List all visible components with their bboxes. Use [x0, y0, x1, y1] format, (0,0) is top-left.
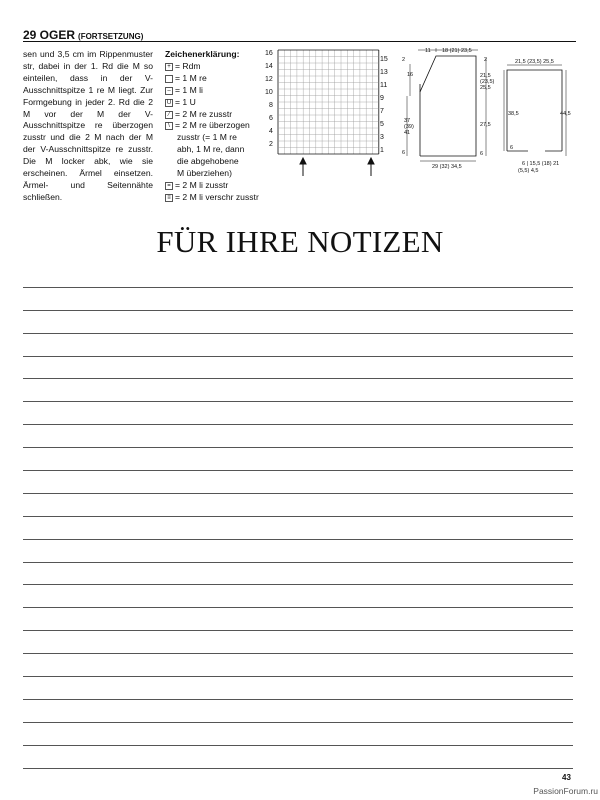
- note-line: [23, 563, 573, 586]
- dim-label: (23,5): [480, 79, 495, 85]
- note-line: [23, 517, 573, 540]
- chart-row-label: 6: [269, 115, 273, 122]
- dim-label: 18 (21) 23,5: [442, 48, 472, 54]
- note-lines: [23, 265, 573, 769]
- legend-item: [165, 180, 275, 192]
- dim-label: 27,5: [480, 122, 491, 128]
- legend-text: = Rdm: [175, 60, 201, 71]
- legend-text: = 2 M re zusstr: [175, 108, 233, 119]
- legend-symbol: [165, 75, 173, 83]
- legend-symbol: ⁄: [165, 111, 173, 119]
- chart-row-label: 4: [269, 128, 273, 135]
- note-line: [23, 585, 573, 608]
- dim-label: 25,5: [480, 85, 491, 91]
- dim-label: 29 (32) 34,5: [432, 164, 462, 170]
- header-rule: [23, 41, 576, 42]
- note-line: [23, 425, 573, 448]
- page-header-title: 29 OGER: [23, 28, 76, 42]
- dim-label: (5,5) 4,5: [518, 168, 539, 174]
- note-line: [23, 379, 573, 402]
- chart-row-label: 7: [380, 108, 384, 115]
- legend-symbol: –: [165, 87, 173, 95]
- page-number: 43: [562, 773, 571, 782]
- legend-item: [165, 192, 275, 204]
- note-line: [23, 471, 573, 494]
- note-line: [23, 677, 573, 700]
- dim-label: 37: [404, 118, 411, 124]
- notes-title: FÜR IHRE NOTIZEN: [156, 224, 444, 259]
- chart-row-label: 10: [265, 89, 273, 96]
- chart-row-label: 14: [265, 63, 273, 70]
- dim-label: 21,5 (23,5) 25,5: [515, 59, 554, 65]
- dim-label: 2: [402, 57, 406, 63]
- dim-label: 41: [404, 130, 411, 136]
- page-header: [23, 26, 576, 40]
- legend-text: = 1 M re: [175, 72, 207, 83]
- chart-row-label: 11: [380, 82, 388, 89]
- note-line: [23, 494, 573, 517]
- dim-label: 2: [484, 57, 488, 63]
- chart-arrow-head: [300, 158, 306, 164]
- legend-symbol: U: [166, 99, 172, 106]
- note-line: [23, 631, 573, 654]
- note-line: [23, 265, 573, 288]
- body-text: sen und 3,5 cm im Rippenmuster str, dabei in der 1. Rd die M so einteilen, dass in der V-Ausschnittspitze 1 re M liegt. Zur Formgebung in jeder 2. Rd die 2 M vor der M der V-Ausschnittspitze re überzogen zusstr und die 2 M nach der M der V-Ausschnittspitze re zusstr. Die M locker abk, wie sie erscheinen. Ärmel einsetzen. Ärmel- und Seitennähte schließen.: [23, 49, 153, 202]
- note-line: [23, 654, 573, 677]
- legend-item: [165, 97, 275, 109]
- front-outline: [420, 56, 476, 156]
- legend-text: = 2 M li verschr zusstr: [175, 191, 259, 202]
- dim-label: 6: [510, 145, 514, 151]
- legend-item: [165, 109, 275, 121]
- dim-label: 16: [407, 72, 414, 78]
- legend-item: [165, 61, 275, 73]
- chart-row-label: 12: [265, 76, 273, 83]
- legend-heading: Zeichenerklärung:: [165, 49, 240, 59]
- dim-label: 6: [480, 151, 484, 157]
- legend: [165, 49, 275, 204]
- legend-text-cont: die abgehobene: [177, 156, 239, 167]
- dim-label: 6: [402, 150, 406, 156]
- legend-symbol: +: [165, 63, 173, 71]
- note-line: [23, 311, 573, 334]
- note-line: [23, 608, 573, 631]
- legend-symbol: =: [165, 182, 173, 190]
- note-line: [23, 402, 573, 425]
- legend-text: = 1 U: [175, 96, 196, 107]
- dim-label: 11: [425, 48, 431, 54]
- note-line: [23, 357, 573, 380]
- page-header-subtitle: (FORTSETZUNG): [78, 32, 144, 41]
- chart-grid: [278, 50, 379, 154]
- chart-row-label: 2: [269, 141, 273, 148]
- chart-row-label: 16: [265, 50, 273, 57]
- chart-row-label: 1: [380, 147, 384, 154]
- note-line: [23, 723, 573, 746]
- note-line: [23, 448, 573, 471]
- chart-row-label: 15: [380, 56, 388, 63]
- note-line: [23, 334, 573, 357]
- watermark: PassionForum.ru: [533, 786, 598, 796]
- chart-row-label: 8: [269, 102, 273, 109]
- legend-text-cont: zusstr (= 1 M re: [177, 132, 237, 143]
- legend-text-cont: M überziehen): [177, 168, 232, 179]
- chart-row-label: 9: [380, 95, 384, 102]
- chart-arrow-head: [368, 158, 374, 164]
- dim-label: 44,5: [560, 111, 571, 117]
- legend-text: = 2 M li zusstr: [175, 179, 229, 190]
- chart-row-label: 13: [380, 69, 388, 76]
- note-line: [23, 746, 573, 769]
- note-line: [23, 288, 573, 311]
- legend-symbol: ≡: [165, 194, 173, 202]
- legend-item: [165, 85, 275, 97]
- legend-text: = 2 M re überzogen: [175, 120, 250, 131]
- note-line: [23, 540, 573, 563]
- dim-label: 38,5: [508, 111, 519, 117]
- legend-item: [165, 120, 275, 132]
- dim-label: 6 | 15,5 (18) 21: [522, 161, 560, 167]
- dim-label: (39): [404, 124, 414, 130]
- legend-symbol: \: [165, 122, 173, 130]
- legend-text-cont: abh, 1 M re, dann: [177, 144, 245, 155]
- schematic-drawing: [398, 44, 578, 179]
- legend-item: [165, 73, 275, 85]
- dim-label: 21,5: [480, 73, 491, 79]
- chart-row-label: 3: [380, 134, 384, 141]
- chart-row-label: 5: [380, 121, 384, 128]
- knitting-chart: [262, 46, 398, 181]
- legend-text: = 1 M li: [175, 84, 203, 95]
- note-line: [23, 700, 573, 723]
